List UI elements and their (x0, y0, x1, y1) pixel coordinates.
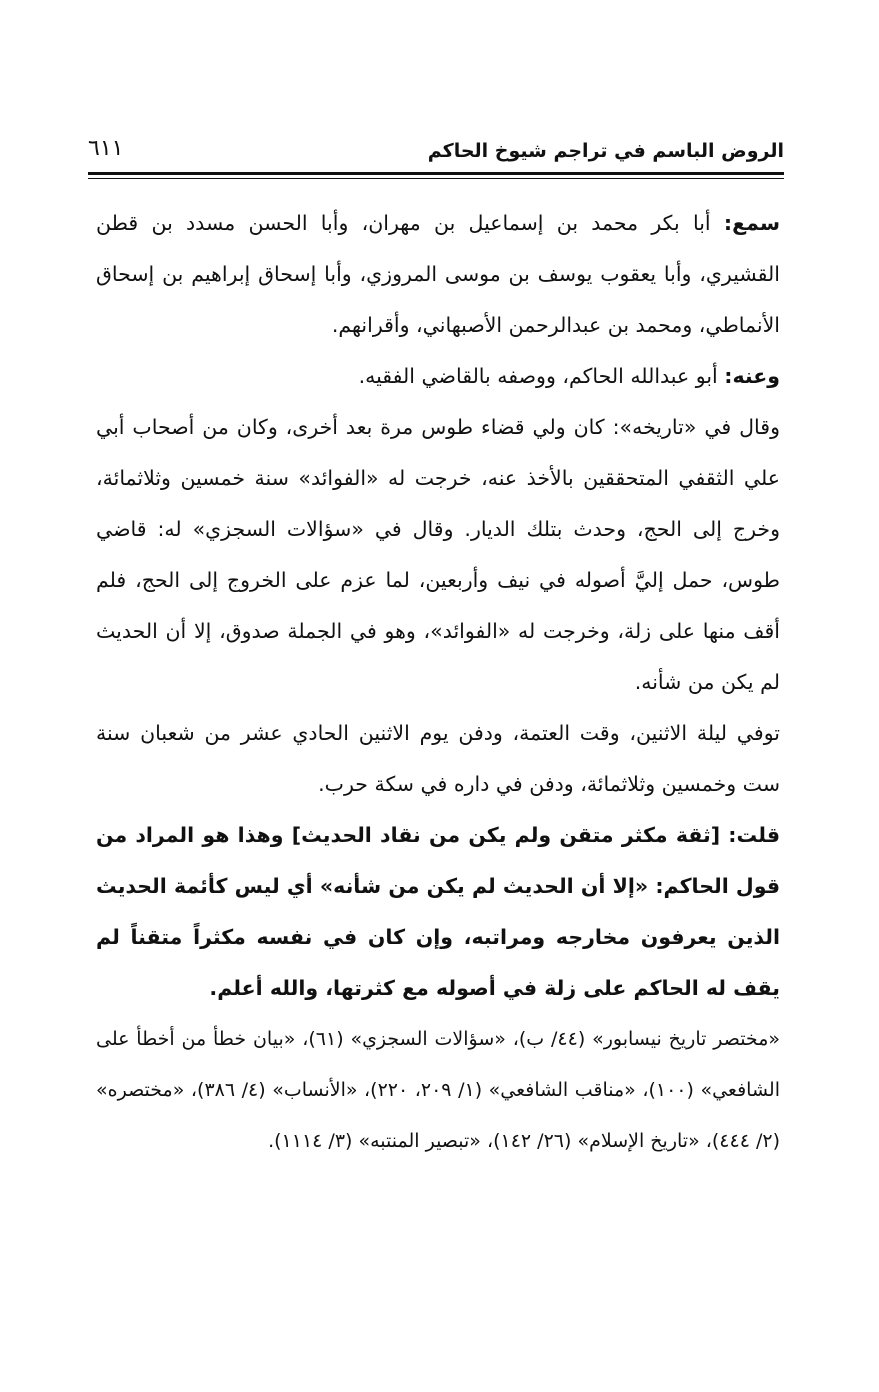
paragraph-heard-from (96, 198, 780, 351)
main-text (96, 198, 780, 1167)
header-rule-thin (88, 178, 784, 179)
paragraph-sources: «مختصر تاريخ نيسابور» (٤٤/ ب)، «سؤالات السجزي» (٦١)، «بيان خطأ من أخطأ على الشافعي» (١٠٠)، «مناقب الشافعي» (١/ ٢٠٩، ٢٢٠)، «الأنساب» (٤/ ٣٨٦)، «مختصره» (٢/ ٤٤٤)، «تاريخ الإسلام» (٢٦/ ١٤٢)، «تبصير المنتبه» (٣/ ١١١٤). (96, 1028, 781, 1152)
paragraph-narrators (96, 351, 780, 402)
paragraph-text: أبا بكر محمد بن إسماعيل بن مهران، وأبا الحسن مسدد بن قطن القشيري، وأبا يعقوب يوسف بن موسى المروزي، وأبا إسحاق إبراهيم بن إسحاق الأنماطي، ومحمد بن عبدالرحمن الأصبهاني، وأقرانهم. (96, 211, 780, 337)
page-number: ٦١١ (88, 136, 124, 161)
paragraph-death: توفي ليلة الاثنين، وقت العتمة، ودفن يوم الاثنين الحادي عشر من شعبان سنة ست وخمسين وثلاثمائة، ودفن في داره في سكة حرب. (96, 721, 780, 796)
lead-word-heard: سمع: (723, 211, 780, 235)
lead-word-from-him: وعنه: (724, 364, 780, 388)
page-header (88, 132, 784, 172)
header-rule-thick (88, 172, 784, 175)
paragraph-text: أبو عبدالله الحاكم، ووصفه بالقاضي الفقيه. (358, 364, 725, 388)
paragraph-author-note: قلت: [ثقة مكثر متقن ولم يكن من نقاد الحديث] وهذا هو المراد من قول الحاكم: «إلا أن الحديث لم يكن من شأنه» أي ليس كأئمة الحديث الذين يعرفون مخارجه ومراتبه، وإن كان في نفسه مكثراً متقناً لم يقف له الحاكم على زلة في أصوله مع كثرتها، والله أعلم. (96, 823, 780, 1000)
paragraph-history: وقال في «تاريخه»: كان ولي قضاء طوس مرة بعد أخرى، وكان من أصحاب أبي علي الثقفي المتحققين بالأخذ عنه، خرجت له «الفوائد» سنة خمسين وثلاثمائة، وخرج إلى الحج، وحدث بتلك الديار. وقال في «سؤالات السجزي» له: قاضي طوس، حمل إليَّ أصوله في نيف وأربعين، لما عزم على الخروج إلى الحج، فلم أقف منها على زلة، وخرجت له «الفوائد»، وهو في الجملة صدوق، إلا أن الحديث لم يكن من شأنه. (96, 415, 780, 694)
running-title: الروض الباسم في تراجم شيوخ الحاكم (427, 140, 784, 162)
